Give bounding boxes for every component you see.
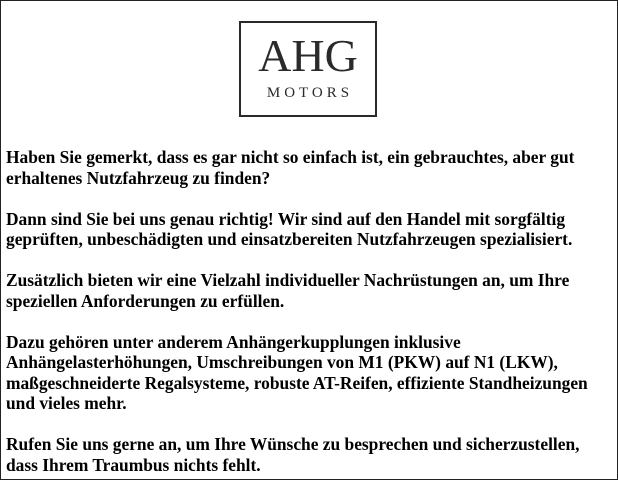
paragraph-specialization — [6, 209, 610, 250]
text-line: geprüften, unbeschädigten und einsatzbereiten Nutzfahrzeugen spezialisiert. — [6, 229, 573, 249]
text-line: Zusätzlich bieten wir eine Vielzahl individueller Nachrüstungen an, um Ihre — [6, 270, 570, 290]
description-text — [6, 147, 610, 496]
paragraph-intro — [6, 147, 610, 188]
logo-bottom-text: MOTORS — [266, 85, 354, 101]
text-line: speziellen Anforderungen zu erfüllen. — [6, 290, 285, 311]
paragraph-retrofits — [6, 270, 610, 311]
text-line: erhaltenes Nutzfahrzeug zu finden? — [6, 167, 271, 188]
text-line: und vieles mehr. — [6, 393, 127, 413]
text-line: Dann sind Sie bei uns genau richtig! Wir sind auf den Handel mit sorgfältig — [6, 208, 566, 229]
ahg-motors-logo — [239, 21, 377, 117]
text-line: maßgeschneiderte Regalsysteme, robuste AT-Reifen, effiziente Standheizungen — [6, 372, 588, 393]
text-line: Dazu gehören unter anderem Anhängerkupplungen inklusive — [6, 331, 461, 352]
text-line: Anhängelasterhöhungen, Umschreibungen von M1 (PKW) auf N1 (LKW), — [6, 352, 558, 372]
logo-top-text: AHG — [258, 30, 358, 81]
paragraph-examples — [6, 332, 610, 414]
text-line: dass Ihrem Traumbus nichts fehlt. — [6, 454, 261, 475]
text-line: Rufen Sie uns gerne an, um Ihre Wünsche zu besprechen und sicherzustellen, — [6, 434, 580, 454]
paragraph-contact — [6, 434, 610, 475]
text-line: Haben Sie gemerkt, dass es gar nicht so einfach ist, ein gebrauchtes, aber gut — [6, 147, 575, 167]
